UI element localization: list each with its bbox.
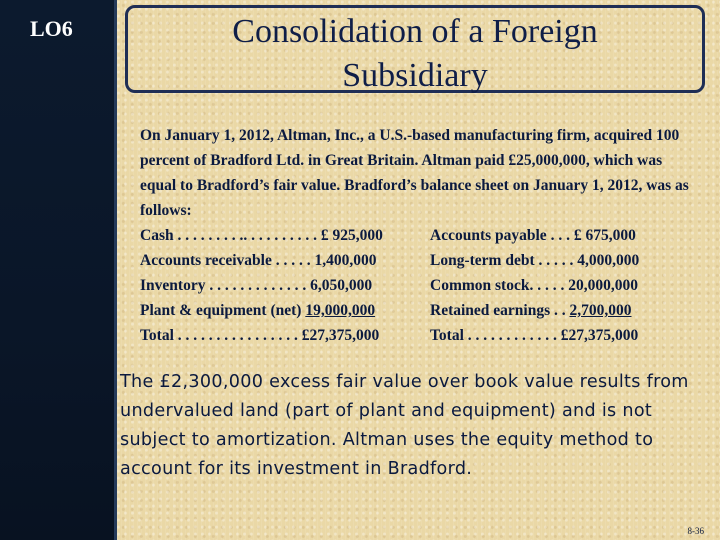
page-number: 8-36 [687,526,704,536]
liability-total-label: Total . . . . . . . . . . . . [430,327,561,344]
liability-value: 4,000,000 [577,252,640,269]
conclusion-paragraph: The £2,300,000 excess fair value over book value results from undervalued land (part of plant and equipment) and is not subject to amortization. Altman uses the equity method to account for its investment in Bradford. [120,372,689,479]
balance-sheet-row [140,298,700,323]
asset-entry [140,248,430,273]
asset-total-value: £27,375,000 [301,327,380,344]
title-line-2: Subsidiary [342,57,488,94]
asset-entry [140,223,430,248]
liability-label: Long-term debt . . . . . [430,252,578,269]
liability-value: 2,700,000 [569,302,632,319]
case-description [140,123,700,348]
liability-label: Accounts payable . . . £ [430,227,586,244]
asset-entry [140,298,430,323]
asset-label: Plant & equipment (net) [140,302,306,319]
balance-sheet-total-row [140,323,700,348]
asset-value: 925,000 [332,227,383,244]
asset-label: Accounts receivable . . . . . [140,252,315,269]
balance-sheet [140,223,700,348]
asset-value: 19,000,000 [305,302,376,319]
intro-paragraph: On January 1, 2012, Altman, Inc., a U.S.-based manufacturing firm, acquired 100 percent of Bradford Ltd. in Great Britain. Altman paid £25,000,000, which was equal to Bradford’s fair value. Bradford’s balance sheet on January 1, 2012, was as follows: [140,127,689,219]
liability-entry [430,248,639,273]
title-line-1: Consolidation of a Foreign [232,13,598,50]
learning-objective-label: LO6 [30,16,73,41]
liability-total-value: £27,375,000 [560,327,639,344]
balance-sheet-row [140,273,700,298]
liability-label: Common stock. . . . . [430,277,569,294]
asset-label: Inventory . . . . . . . . . . . . . [140,277,311,294]
liability-label: Retained earnings . . [430,302,570,319]
asset-value: 1,400,000 [314,252,377,269]
liability-total [430,323,638,348]
asset-total [140,323,430,348]
balance-sheet-row [140,248,700,273]
liability-value: 20,000,000 [568,277,638,294]
asset-label: Cash . . . . . . . . .. . . . . . . . . . £ [140,227,333,244]
asset-entry [140,273,430,298]
liability-value: 675,000 [585,227,636,244]
slide-title [125,10,705,98]
balance-sheet-row [140,223,700,248]
liability-entry [430,273,638,298]
liability-entry [430,223,636,248]
liability-entry [430,298,632,323]
asset-total-label: Total . . . . . . . . . . . . . . . . [140,327,302,344]
asset-value: 6,050,000 [310,277,373,294]
left-sidebar-bar [0,0,117,540]
